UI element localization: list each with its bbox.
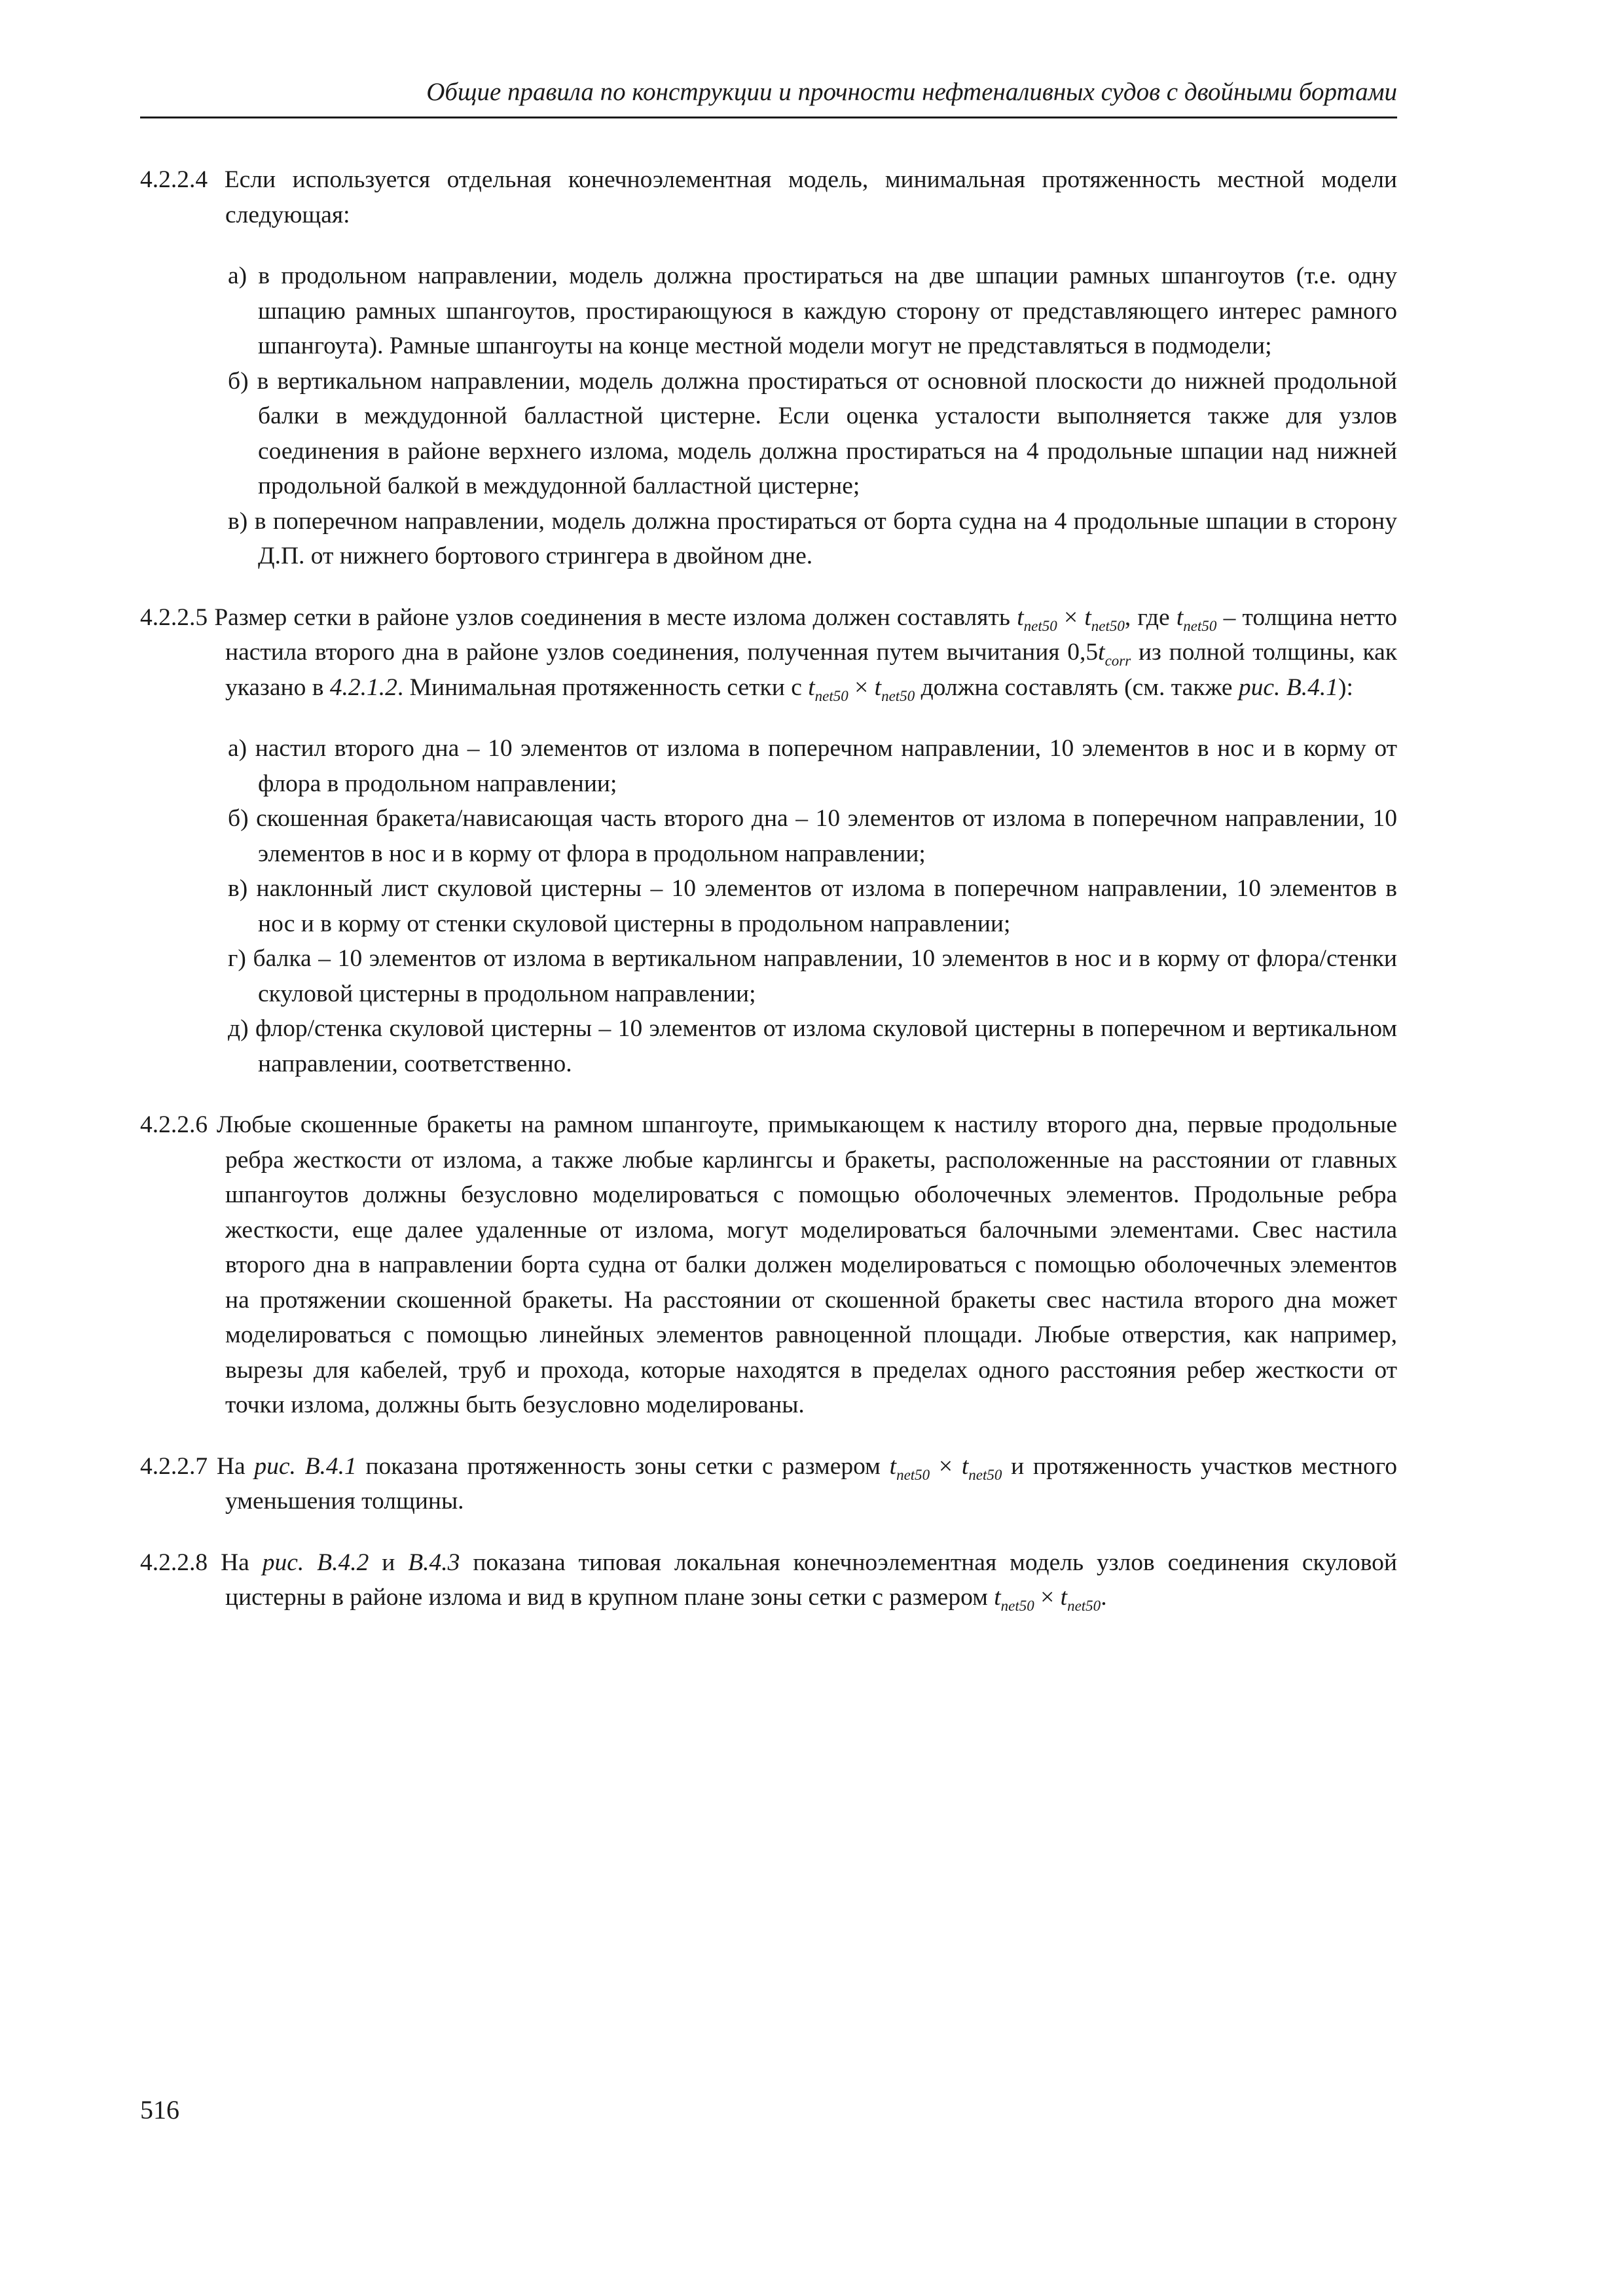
list-item: в) в поперечном направлении, модель должна простираться от борта судна на 4 продольные шпации в сторону Д.П. от нижнего бортового стрингера в двойном дне.: [228, 507, 1397, 569]
section-number: 4.2.2.4: [140, 166, 208, 193]
section-4-2-2-6: [140, 1107, 1397, 1423]
text-fragment: – толщина нетто настила второго дна в районе узлов соединения, полученная путем вычитания 0,5: [225, 603, 1398, 666]
section-4-2-2-8: [140, 1545, 1397, 1615]
subscript: net50: [896, 1466, 930, 1483]
symbol-t: t: [994, 1584, 1001, 1611]
header-rule: [140, 117, 1397, 118]
list-item: в) наклонный лист скуловой цистерны – 10 элементов от излома в поперечном направлении, 10 элементов в нос и в корму от стенки скуловой цистерны в продольном направлении;: [228, 875, 1397, 937]
figure-reference: рис. B.4.2: [262, 1549, 369, 1576]
section-number: 4.2.2.8: [140, 1549, 208, 1576]
list-item: а) в продольном направлении, модель должна простираться на две шпации рамных шпангоутов (т.е. одну шпацию рамных шпангоутов, простирающуюся в каждую сторону от представляющего интерес рамного шпангоута). Рамные шпангоуты на конце местной модели могут не представляться в подмодели;: [228, 262, 1397, 359]
section-number: 4.2.2.6: [140, 1111, 208, 1138]
section-number: 4.2.2.7: [140, 1452, 208, 1480]
text-fragment: На: [216, 1452, 255, 1480]
symbol-t: t: [1084, 603, 1091, 631]
list-item: а) настил второго дна – 10 элементов от излома в поперечном направлении, 10 элементов в нос и в корму от флора в продольном направлении;: [228, 735, 1397, 797]
running-header: Общие правила по конструкции и прочности нефтеналивных судов с двойными бортами: [426, 78, 1397, 106]
symbol-t: t: [1176, 603, 1184, 631]
section-number: 4.2.2.5: [140, 603, 208, 631]
times-sign: ×: [1057, 603, 1085, 631]
list-item: б) в вертикальном направлении, модель должна простираться от основной плоскости до нижней продольной балки в междудонной балластной цистерне. Если оценка усталости выполняется также для узлов соединения в районе верхнего излома, модель должна простираться на 4 продольные шпации над нижней продольной балкой в междудонной балластной цистерне;: [228, 367, 1397, 499]
section-4-2-2-5: [140, 600, 1397, 706]
document-body: [140, 162, 1397, 1615]
text-fragment: и: [369, 1549, 409, 1576]
text-fragment: Размер сетки в районе узлов соединения в месте излома должен составлять: [214, 603, 1017, 631]
symbol-t: t: [1060, 1584, 1068, 1611]
list-item: д) флор/стенка скуловой цистерны – 10 элементов от излома скуловой цистерны в поперечном и вертикальном направлении, соответственно.: [228, 1015, 1397, 1077]
text-fragment: . Минимальная протяженность сетки с: [397, 673, 809, 701]
list-item: б) скошенная бракета/нависающая часть второго дна – 10 элементов от излома в поперечном направлении, 10 элементов в нос и в корму от флора в продольном направлении;: [228, 805, 1397, 867]
subscript: net50: [968, 1466, 1002, 1483]
text-fragment: и протяженность участков местного уменьшения толщины.: [225, 1452, 1397, 1515]
text-fragment: ):: [1338, 673, 1353, 701]
symbol-t: t: [961, 1452, 969, 1480]
subscript: net50: [1023, 617, 1057, 634]
subscript: net50: [1067, 1598, 1101, 1614]
times-sign: ×: [848, 673, 875, 701]
figure-reference: рис. B.4.1: [1238, 673, 1338, 701]
subscript: net50: [881, 687, 915, 704]
symbol-t: t: [1017, 603, 1024, 631]
cross-reference: 4.2.1.2: [329, 673, 397, 701]
figure-reference: B.4.3: [408, 1549, 460, 1576]
symbol-t: t: [874, 673, 882, 701]
text-fragment: должна составлять (см. также: [915, 673, 1239, 701]
subscript: net50: [1091, 617, 1125, 634]
text-fragment: , где: [1124, 603, 1176, 631]
symbol-t: t: [808, 673, 815, 701]
section-4-2-2-5-list: [140, 731, 1397, 1081]
symbol-t: t: [1098, 639, 1105, 666]
symbol-t: t: [889, 1452, 897, 1480]
text-fragment: .: [1101, 1584, 1107, 1611]
text-fragment: На: [221, 1549, 263, 1576]
section-4-2-2-7: [140, 1449, 1397, 1519]
text-fragment: показана типовая локальная конечноэлементная модель узлов соединения скуловой цистерны в районе излома и вид в крупном плане зоны сетки с размером: [225, 1549, 1397, 1611]
section-4-2-2-4: [140, 162, 1397, 232]
page-number: 516: [140, 2095, 179, 2125]
list-item: г) балка – 10 элементов от излома в вертикальном направлении, 10 элементов в нос и в корму от флора/стенки скуловой цистерны в продольном направлении;: [228, 945, 1397, 1007]
section-text: Если используется отдельная конечноэлементная модель, минимальная протяженность местной модели следующая:: [224, 166, 1398, 228]
subscript: corr: [1104, 653, 1131, 669]
figure-reference: рис. B.4.1: [254, 1452, 357, 1480]
times-sign: ×: [1034, 1584, 1061, 1611]
subscript: net50: [814, 687, 848, 704]
times-sign: ×: [930, 1452, 962, 1480]
section-text: Любые скошенные бракеты на рамном шпангоуте, примыкающем к настилу второго дна, первые продольные ребра жесткости от излома, а также любые карлингсы и бракеты, расположенные на расстоянии от главных шпангоутов должны безусловно моделироваться с помощью оболочечных элементов. Продольные ребра жесткости, еще далее удаленные от излома, могут моделироваться балочными элементами. Свес настила второго дна в направлении борта судна от балки должен моделироваться с помощью оболочечных элементов на протяжении скошенной бракеты. На расстоянии от скошенной бракеты свес настила второго дна может моделироваться с помощью линейных элементов равноценной площади. Любые отверстия, как например, вырезы для кабелей, труб и прохода, которые находятся в пределах одного расстояния ребер жесткости от точки излома, должны быть безусловно моделированы.: [216, 1111, 1397, 1418]
section-4-2-2-4-list: [140, 259, 1397, 574]
text-fragment: из полной толщины, как указано в: [225, 639, 1398, 701]
subscript: net50: [1000, 1598, 1034, 1614]
subscript: net50: [1183, 617, 1217, 634]
text-fragment: показана протяженность зоны сетки с размером: [356, 1452, 890, 1480]
